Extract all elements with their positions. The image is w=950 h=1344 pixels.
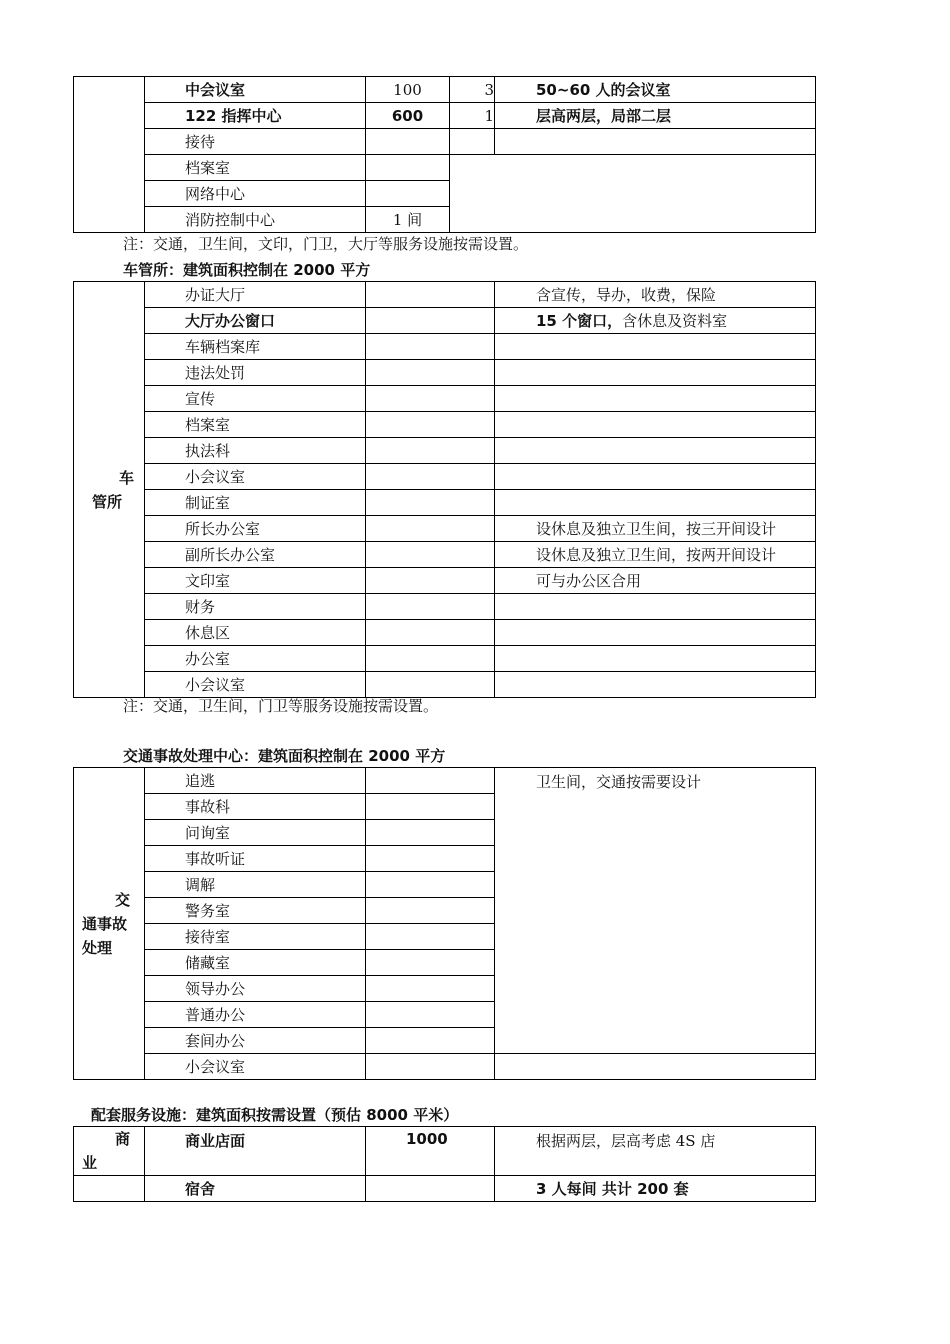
table-row (74, 672, 816, 698)
room-name: 套间办公 (145, 1028, 366, 1054)
room-area (366, 464, 495, 490)
table-row (74, 412, 816, 438)
room-note (495, 129, 816, 155)
room-name: 消防控制中心 (145, 207, 366, 233)
room-name: 事故听证 (145, 846, 366, 872)
table-row (74, 490, 816, 516)
table-row (74, 1054, 816, 1080)
room-area: 100 (366, 77, 450, 103)
room-area (366, 768, 495, 794)
category-cell (74, 1176, 145, 1202)
room-area (366, 181, 450, 207)
room-name: 档案室 (145, 412, 366, 438)
room-note (495, 438, 816, 464)
room-area (366, 412, 495, 438)
room-note: 设休息及独立卫生间，按三开间设计 (495, 516, 816, 542)
room-area (366, 438, 495, 464)
room-note (495, 620, 816, 646)
room-name: 警务室 (145, 898, 366, 924)
room-note (495, 412, 816, 438)
room-area (366, 490, 495, 516)
table-row (74, 103, 816, 129)
room-area (366, 516, 495, 542)
room-area: 1 间 (366, 207, 450, 233)
room-name: 档案室 (145, 155, 366, 181)
room-name: 休息区 (145, 620, 366, 646)
room-name: 违法处罚 (145, 360, 366, 386)
room-area (366, 620, 495, 646)
room-note-part: 15 个窗口， (536, 312, 623, 330)
room-note: 卫生间，交通按需要设计 (495, 768, 816, 1054)
room-area: 600 (366, 103, 450, 129)
category-label: 管所 (92, 492, 123, 511)
room-name: 文印室 (145, 568, 366, 594)
table-row (74, 438, 816, 464)
room-note (495, 672, 816, 698)
room-area (366, 1028, 495, 1054)
room-name: 小会议室 (145, 672, 366, 698)
category-cell (74, 768, 145, 1080)
room-name: 122 指挥中心 (145, 103, 366, 129)
section-heading: 配套服务设施：建筑面积按需设置（预估 8000 平米） (91, 1106, 459, 1124)
room-count: 1 (450, 103, 495, 129)
room-area (366, 282, 495, 308)
table-row (74, 620, 816, 646)
table-row (74, 542, 816, 568)
table-body (74, 282, 816, 698)
room-name: 财务 (145, 594, 366, 620)
room-note: 50~60 人的会议室 (495, 77, 816, 103)
room-name: 大厅办公窗口 (145, 308, 366, 334)
room-area (366, 924, 495, 950)
room-count: 3 (450, 77, 495, 103)
room-area (366, 308, 495, 334)
room-count (450, 129, 495, 155)
room-name: 商业店面 (145, 1127, 366, 1176)
room-note (495, 1054, 816, 1080)
room-name: 副所长办公室 (145, 542, 366, 568)
room-note (495, 360, 816, 386)
room-area (366, 820, 495, 846)
room-name: 问询室 (145, 820, 366, 846)
room-name: 领导办公 (145, 976, 366, 1002)
room-area (366, 872, 495, 898)
room-note (495, 308, 816, 334)
room-note: 3 人每间 共计 200 套 (495, 1176, 816, 1202)
room-name: 网络中心 (145, 181, 366, 207)
table-row (74, 568, 816, 594)
room-area (366, 386, 495, 412)
room-name: 制证室 (145, 490, 366, 516)
table-row (74, 516, 816, 542)
room-name: 宿舍 (145, 1176, 366, 1202)
room-name: 事故科 (145, 794, 366, 820)
room-name: 宣传 (145, 386, 366, 412)
room-note-part: 含休息及资料室 (622, 312, 728, 330)
room-name: 办证大厅 (145, 282, 366, 308)
table-row (74, 77, 816, 103)
category-label: 交 (115, 890, 131, 909)
room-area (366, 334, 495, 360)
section-heading: 车管所：建筑面积控制在 2000 平方 (123, 261, 371, 279)
room-note (495, 594, 816, 620)
room-name: 接待室 (145, 924, 366, 950)
room-name: 储藏室 (145, 950, 366, 976)
table-row (74, 129, 816, 155)
table-row (74, 155, 816, 181)
footnote: 注：交通，卫生间，文印，门卫，大厅等服务设施按需设置。 (123, 235, 529, 253)
room-name: 调解 (145, 872, 366, 898)
table-row (74, 386, 816, 412)
room-area (366, 950, 495, 976)
category-label: 商 (115, 1130, 131, 1148)
table-row (74, 1127, 816, 1176)
category-label: 通事故 (82, 914, 128, 933)
table-meeting-facilities (73, 76, 816, 233)
room-name: 普通办公 (145, 1002, 366, 1028)
room-area (366, 646, 495, 672)
table-row (74, 360, 816, 386)
footnote: 注：交通，卫生间，门卫等服务设施按需设置。 (123, 697, 439, 715)
section-heading: 交通事故处理中心：建筑面积控制在 2000 平方 (123, 747, 446, 765)
room-name: 办公室 (145, 646, 366, 672)
room-note (495, 646, 816, 672)
room-note: 层高两层，局部二层 (495, 103, 816, 129)
table-row (74, 1176, 816, 1202)
room-area (366, 568, 495, 594)
room-name: 追逃 (145, 768, 366, 794)
room-note (495, 334, 816, 360)
room-name: 接待 (145, 129, 366, 155)
category-label: 车 (119, 468, 135, 487)
category-cell (74, 1127, 145, 1176)
table-row (74, 334, 816, 360)
table-vehicle-office (73, 281, 816, 698)
table-accident-center (73, 767, 816, 1080)
room-note (495, 386, 816, 412)
room-note (495, 490, 816, 516)
room-note: 根据两层，层高考虑 4S 店 (495, 1127, 816, 1176)
table-row (74, 464, 816, 490)
category-cell (74, 282, 145, 698)
room-area (366, 1176, 495, 1202)
room-area (366, 846, 495, 872)
category-cell (74, 77, 145, 233)
category-label: 处理 (82, 938, 113, 957)
room-area (366, 794, 495, 820)
table-row (74, 308, 816, 334)
room-note (495, 464, 816, 490)
room-area (366, 976, 495, 1002)
table-row (74, 594, 816, 620)
room-area (366, 542, 495, 568)
table-row (74, 768, 816, 794)
room-name: 中会议室 (145, 77, 366, 103)
room-name: 执法科 (145, 438, 366, 464)
room-area: 1000 (366, 1127, 495, 1176)
room-area (366, 155, 450, 181)
room-note: 设休息及独立卫生间，按两开间设计 (495, 542, 816, 568)
table-row (74, 646, 816, 672)
room-area (366, 1002, 495, 1028)
room-name: 小会议室 (145, 464, 366, 490)
table-support-facilities (73, 1126, 816, 1202)
room-area (366, 594, 495, 620)
room-note: 含宣传，导办，收费，保险 (495, 282, 816, 308)
table-row (74, 282, 816, 308)
room-area (366, 360, 495, 386)
room-name: 车辆档案库 (145, 334, 366, 360)
room-area (366, 898, 495, 924)
room-note: 可与办公区合用 (495, 568, 816, 594)
room-name: 所长办公室 (145, 516, 366, 542)
room-name: 小会议室 (145, 1054, 366, 1080)
room-area (366, 1054, 495, 1080)
room-area (366, 129, 450, 155)
room-area (366, 672, 495, 698)
room-note (450, 155, 816, 233)
category-label: 业 (82, 1154, 98, 1172)
